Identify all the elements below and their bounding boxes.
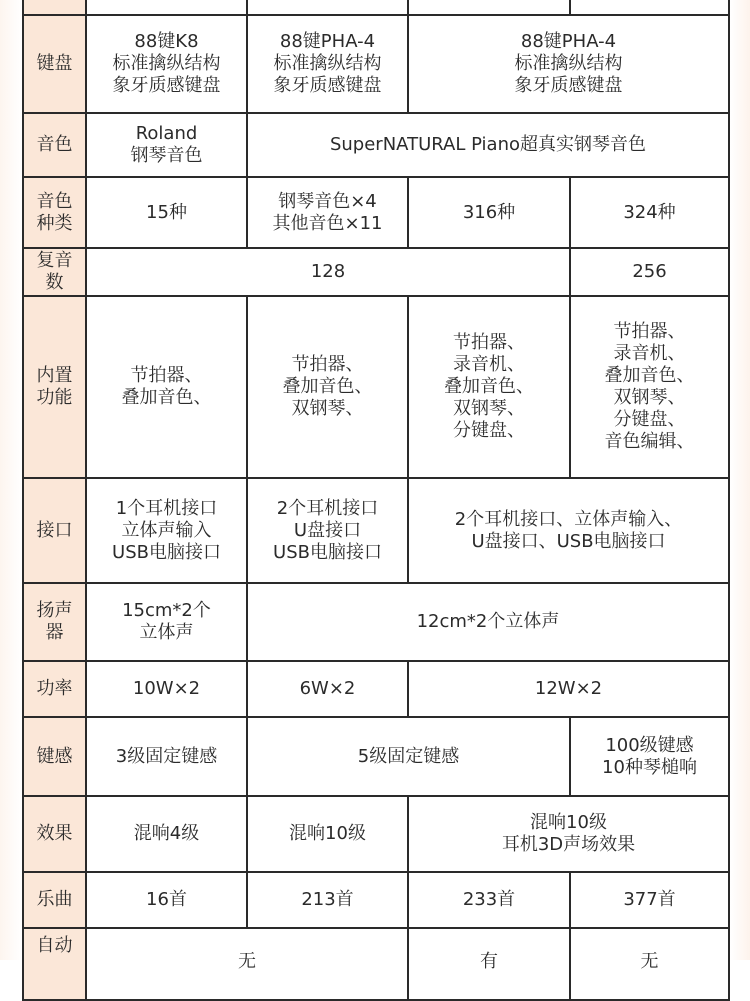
left-margin-decoration: [0, 0, 22, 960]
row-label-auto: 自动: [23, 928, 86, 1000]
tone-types-model-2: 钢琴音色×4 其他音色×11: [247, 177, 408, 248]
auto-model-3: 有: [408, 928, 570, 1000]
songs-model-4: 377首: [570, 872, 729, 928]
table-row-tone: [23, 113, 729, 177]
row-label-power: 功率: [23, 661, 86, 717]
touch-model-4: 100级键感 10种琴槌响: [570, 717, 729, 796]
ports-model-1: 1个耳机接口 立体声输入 USB电脑接口: [86, 478, 247, 583]
songs-model-3: 233首: [408, 872, 570, 928]
piano-spec-table: [22, 0, 730, 1001]
table-row-speakers: [23, 583, 729, 661]
table-cell: [247, 0, 408, 15]
table-row-ports: [23, 478, 729, 583]
table-row-keyboard: [23, 15, 729, 113]
functions-model-1: 节拍器、 叠加音色、: [86, 296, 247, 478]
table-cell: [570, 0, 729, 15]
keyboard-model-1: 88键K8 标准擒纵结构 象牙质感键盘: [86, 15, 247, 113]
table-row-top-partial: [23, 0, 729, 15]
tone-types-model-4: 324种: [570, 177, 729, 248]
row-label-tone-types: 音色 种类: [23, 177, 86, 248]
auto-model-4: 无: [570, 928, 729, 1000]
speakers-model-2-4: 12cm*2个立体声: [247, 583, 729, 661]
right-margin-decoration: [730, 0, 750, 960]
functions-model-4: 节拍器、 录音机、 叠加音色、 双钢琴、 分键盘、 音色编辑、: [570, 296, 729, 478]
table-row-functions: [23, 296, 729, 478]
speakers-model-1: 15cm*2个 立体声: [86, 583, 247, 661]
touch-model-1: 3级固定键感: [86, 717, 247, 796]
ports-model-2: 2个耳机接口 U盘接口 USB电脑接口: [247, 478, 408, 583]
keyboard-model-2: 88键PHA-4 标准擒纵结构 象牙质感键盘: [247, 15, 408, 113]
row-label-speakers: 扬声器: [23, 583, 86, 661]
functions-model-3: 节拍器、 录音机、 叠加音色、 双钢琴、 分键盘、: [408, 296, 570, 478]
table-cell: [86, 0, 247, 15]
power-model-2: 6W×2: [247, 661, 408, 717]
ports-model-3-4: 2个耳机接口、立体声输入、 U盘接口、USB电脑接口: [408, 478, 729, 583]
row-label-keyboard: 键盘: [23, 15, 86, 113]
power-model-3-4: 12W×2: [408, 661, 729, 717]
tone-model-2-4: SuperNATURAL Piano超真实钢琴音色: [247, 113, 729, 177]
row-label-effects: 效果: [23, 796, 86, 872]
songs-model-1: 16首: [86, 872, 247, 928]
polyphony-model-4: 256: [570, 248, 729, 296]
table-row-touch: [23, 717, 729, 796]
table-cell: [408, 0, 570, 15]
table-row-auto: [23, 928, 729, 1000]
effects-model-2: 混响10级: [247, 796, 408, 872]
table-row-polyphony: [23, 248, 729, 296]
row-label-touch: 键感: [23, 717, 86, 796]
tone-types-model-1: 15种: [86, 177, 247, 248]
auto-model-1-2: 无: [86, 928, 408, 1000]
functions-model-2: 节拍器、 叠加音色、 双钢琴、: [247, 296, 408, 478]
tone-model-1: Roland 钢琴音色: [86, 113, 247, 177]
row-label-cell: [23, 0, 86, 15]
row-label-ports: 接口: [23, 478, 86, 583]
effects-model-1: 混响4级: [86, 796, 247, 872]
polyphony-model-1-3: 128: [86, 248, 570, 296]
tone-types-model-3: 316种: [408, 177, 570, 248]
row-label-songs: 乐曲: [23, 872, 86, 928]
row-label-polyphony: 复音数: [23, 248, 86, 296]
row-label-tone: 音色: [23, 113, 86, 177]
table-row-power: [23, 661, 729, 717]
keyboard-model-3-4: 88键PHA-4 标准擒纵结构 象牙质感键盘: [408, 15, 729, 113]
table-row-tone-types: [23, 177, 729, 248]
power-model-1: 10W×2: [86, 661, 247, 717]
effects-model-3-4: 混响10级 耳机3D声场效果: [408, 796, 729, 872]
touch-model-2-3: 5级固定键感: [247, 717, 570, 796]
row-label-functions: 内置 功能: [23, 296, 86, 478]
table-row-effects: [23, 796, 729, 872]
table-row-songs: [23, 872, 729, 928]
songs-model-2: 213首: [247, 872, 408, 928]
